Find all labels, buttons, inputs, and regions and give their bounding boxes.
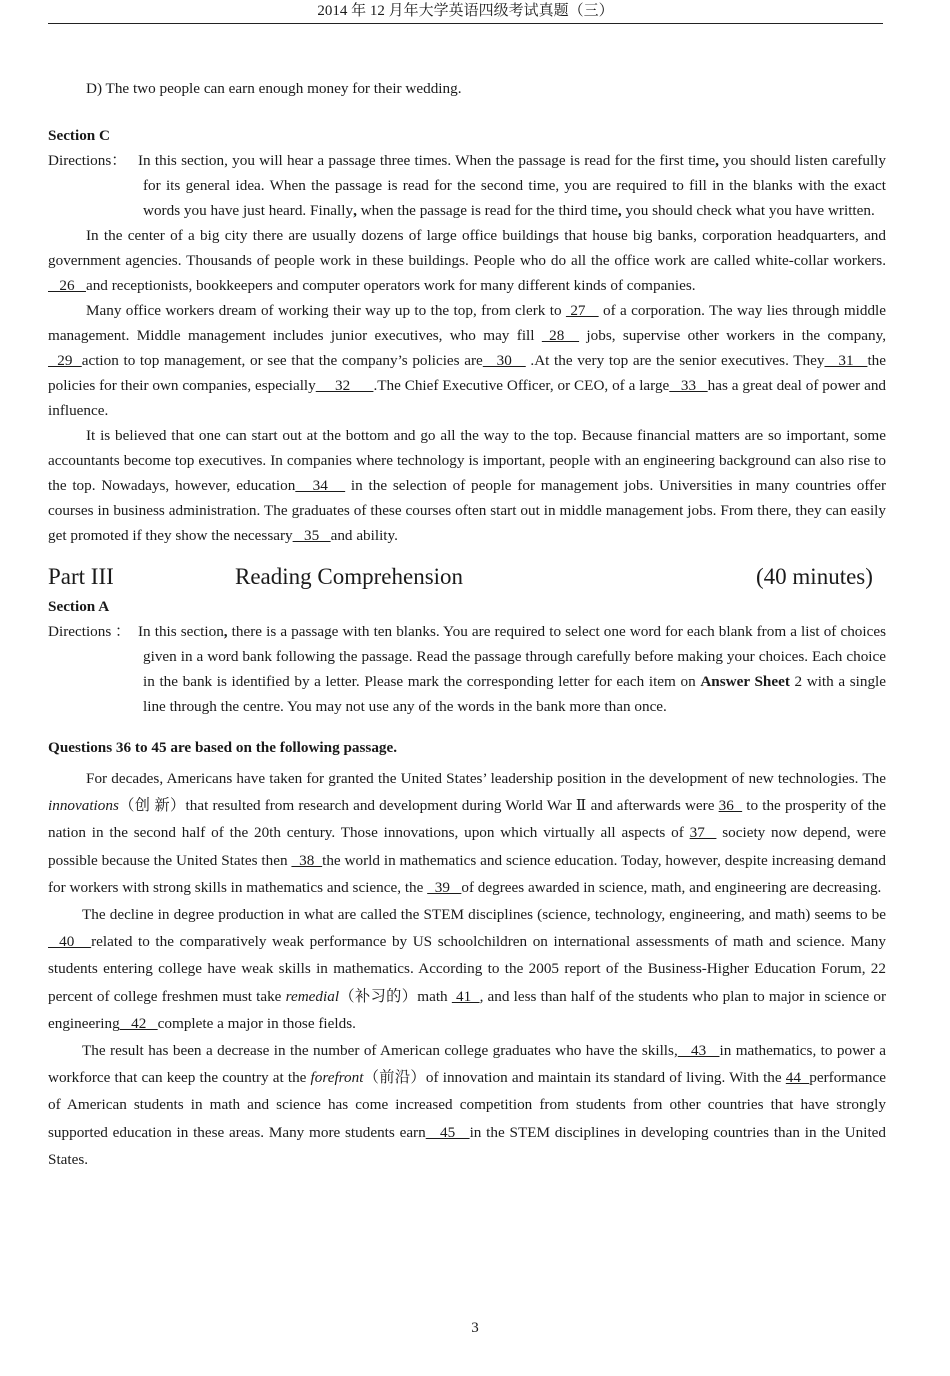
- blank-32: 32: [315, 377, 374, 394]
- blank-36: 36: [718, 797, 743, 815]
- section-c-directions: Directions： In this section, you will hear a passage three times. When the passage is read for the first time, you should listen carefully for its general idea. When the passage is read for the second time, you are required to fill in the blanks with the exact words you have just heard. Finally, when the passage is read for the third time, you should check what you have written.: [48, 148, 886, 223]
- blank-34: 34: [295, 477, 346, 494]
- blank-27: 27: [565, 302, 599, 319]
- part-time: (40 minutes): [756, 564, 873, 589]
- blank-43: 43: [677, 1042, 720, 1060]
- answer-sheet: Answer Sheet: [700, 673, 790, 690]
- blank-30: 30: [482, 352, 526, 369]
- gloss-remedial: （补习的）: [339, 987, 418, 1005]
- blank-33: 33: [669, 377, 708, 394]
- blank-31: 31: [824, 352, 868, 369]
- blank-45: 45: [425, 1123, 470, 1141]
- page-number: 3: [471, 1320, 479, 1336]
- section-a-title: Section A: [48, 598, 110, 615]
- blank-35: 35: [292, 527, 331, 544]
- blank-26: 26: [48, 277, 86, 294]
- section-a-paragraph-3: The result has been a decrease in the number of American college graduates who have the skills, 43 in mathematics, to power a workforce that can keep the country at the forefront（前沿）of innovation and maintain its standard of living. With the 44 performance of American students in math and science has come increased competition from students from other countries that have strongly supported education in these areas. Many more students earn 45 in the STEM disciplines in developing countries than in the United States.: [48, 1042, 887, 1168]
- section-c-title: Section C: [48, 127, 111, 144]
- section-c-paragraph-1: In the center of a big city there are usually dozens of large office buildings that house big banks, corporation headquarters, and government agencies. Thousands of people work in these buildings. People who do all the office work are called white-collar workers. 26 and receptionists, bookkeepers and computer operators work for many different kinds of companies.: [48, 227, 886, 294]
- directions-label: Directions：: [48, 152, 127, 169]
- part-number: Part III: [48, 564, 114, 589]
- part-title: Reading Comprehension: [235, 564, 464, 589]
- gloss-forefront: （前沿）: [363, 1069, 426, 1087]
- directions-label: Directions ：: [48, 623, 131, 640]
- part-heading: [48, 562, 886, 592]
- blank-39: 39: [427, 878, 462, 896]
- section-c-paragraph-2: Many office workers dream of working their way up to the top, from clerk to 27 of a corporation. The way lies through middle management. Middle management includes junior executives, who may fill 28 jobs, supervise other workers in the company, 29 action to top management, or see that the company’s policies are 30 .At the very top are the senior executives. They 31 the policies for their own companies, especially 32 .The Chief Executive Officer, or CEO, of a large 33 has a great deal of power and influence.: [48, 302, 887, 419]
- section-a-directions: Directions ： In this section, there is a passage with ten blanks. You are required to select one word for each blank from a list of choices given in a word bank following the passage. Read the passage through carefully before making your choices. Each choice in the bank is identified by a letter. Please mark the corresponding letter for each item on Answer Sheet 2 with a single line through the centre. You may not use any of the words in the bank more than once.: [48, 619, 886, 719]
- blank-41: 41: [451, 987, 480, 1005]
- term-remedial: remedial: [285, 987, 340, 1005]
- option-d: D) The two people can earn enough money for their wedding.: [86, 80, 462, 97]
- section-c-paragraph-3: It is believed that one can start out at the bottom and go all the way to the top. Because financial matters are so important, some accountants become top executives. In companies where technology is important, people with an engineering background can also rise to the top. Nowadays, however, education 34 in the selection of people for management jobs. Universities in many countries offer courses in business administration. The graduates of these courses often start out in middle management jobs. From there, they can easily get promoted if they show the necessary 35 and ability.: [48, 427, 887, 544]
- blank-37: 37: [689, 824, 717, 842]
- questions-heading: Questions 36 to 45 are based on the following passage.: [48, 739, 398, 756]
- blank-44: 44: [785, 1069, 810, 1087]
- blank-38: 38: [291, 851, 323, 869]
- blank-29: 29: [48, 352, 82, 369]
- section-a-paragraph-1: For decades, Americans have taken for granted the United States’ leadership position in the development of new technologies. The innovations（创 新）that resulted from research and development during World War Ⅱ and afterwards were 36 to the prosperity of the nation in the second half of the 20th century. Those innovations, upon which virtually all aspects of 37 society now depend, were possible because the United States then 38 the world in mathematics and science education. Today, however, despite increasing demand for workers with strong skills in mathematics and science, the 39 of degrees awarded in science, math, and engineering are decreasing.: [48, 770, 887, 896]
- section-a-paragraph-2: The decline in degree production in what are called the STEM disciplines (science, technology, engineering, and math) seems to be 40 related to the comparatively weak performance by US schoolchildren on international assessments of math and science. Many students entering college have weak skills in mathematics. According to the 2005 report of the Business-Higher Education Forum, 22 percent of college freshmen must take remedial（补习的）math 41 , and less than half of the students who plan to major in science or engineering 42 complete a major in those fields.: [48, 906, 887, 1032]
- page-content: [48, 76, 886, 1173]
- blank-40: 40: [48, 933, 92, 951]
- blank-42: 42: [119, 1014, 158, 1032]
- term-forefront: forefront: [310, 1069, 364, 1087]
- blank-28: 28: [541, 327, 580, 344]
- term-innovations: innovations: [48, 797, 119, 815]
- page-header: 2014 年 12 月年大学英语四级考试真题（三）: [48, 0, 883, 24]
- gloss-innovations: （创 新）: [118, 797, 186, 815]
